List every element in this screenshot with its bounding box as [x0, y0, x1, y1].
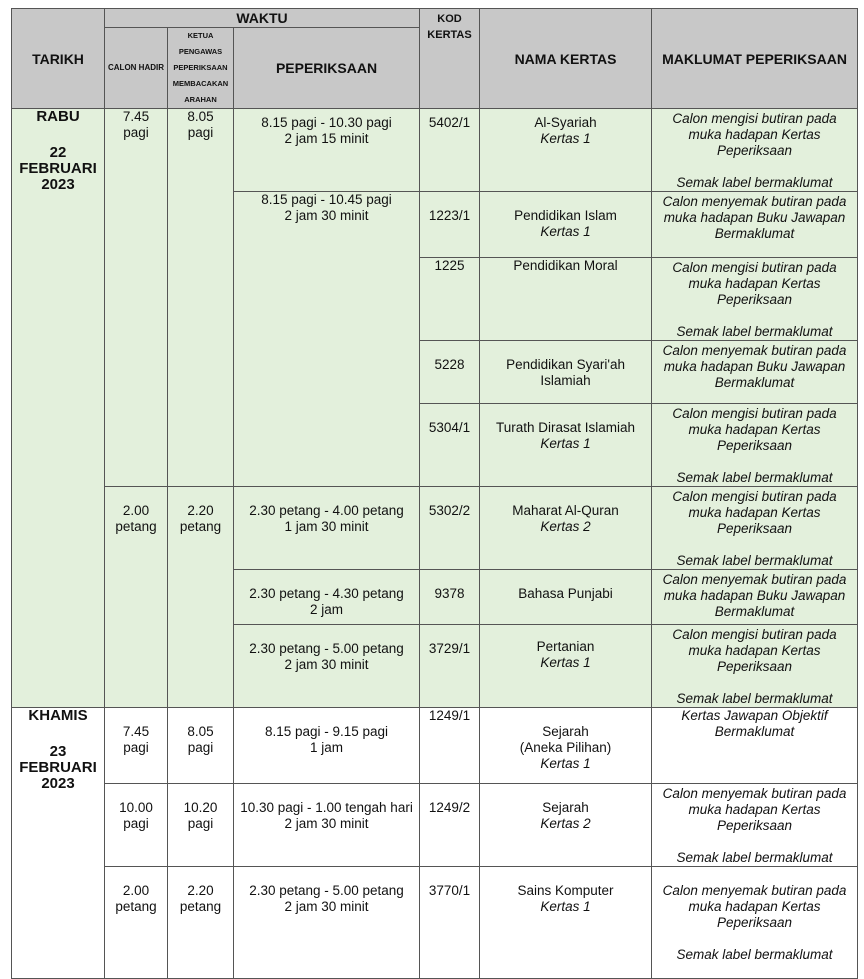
- time-cell: 10.30 pagi - 1.00 tengah hari 2 jam 30 minit: [234, 784, 420, 867]
- nama-cell: Pendidikan Moral: [480, 258, 652, 341]
- nama-cell: Turath Dirasat Islamiah Kertas 1: [480, 404, 652, 487]
- kod-cell: 1225: [420, 258, 480, 341]
- kod-cell: 5304/1: [420, 404, 480, 487]
- nama-cell: Maharat Al-Quran Kertas 2: [480, 487, 652, 570]
- nama-cell: Pertanian Kertas 1: [480, 625, 652, 708]
- kod-cell: 1249/2: [420, 784, 480, 867]
- header-tarikh: TARIKH: [12, 9, 105, 109]
- kod-cell: 5402/1: [420, 109, 480, 192]
- maklumat-cell: Calon menyemak butiran pada muka hadapan Buku Jawapan Bermaklumat: [652, 570, 858, 625]
- table-row: [12, 487, 858, 570]
- header-waktu: WAKTU: [105, 9, 420, 28]
- maklumat-cell: Calon mengisi butiran pada muka hadapan Kertas Peperiksaan Semak label bermaklumat: [652, 487, 858, 570]
- kod-cell: 5228: [420, 341, 480, 404]
- kod-cell: 3770/1: [420, 867, 480, 979]
- date-cell-rabu: RABU 22 FEBRUARI 2023: [12, 109, 105, 708]
- table-row: [12, 109, 858, 192]
- calon-hadir-cell: 2.00 petang: [105, 867, 168, 979]
- header-nama-kertas: NAMA KERTAS: [480, 9, 652, 109]
- calon-hadir-cell: 2.00 petang: [105, 487, 168, 708]
- maklumat-cell: Calon menyemak butiran pada muka hadapan Buku Jawapan Bermaklumat: [652, 192, 858, 258]
- kod-cell: 5302/2: [420, 487, 480, 570]
- time-cell: 8.15 pagi - 10.45 pagi 2 jam 30 minit: [234, 192, 420, 487]
- arahan-cell: 2.20 petang: [168, 487, 234, 708]
- nama-cell: Bahasa Punjabi: [480, 570, 652, 625]
- maklumat-cell: Calon mengisi butiran pada muka hadapan Kertas Peperiksaan Semak label bermaklumat: [652, 258, 858, 341]
- time-cell: 2.30 petang - 5.00 petang 2 jam 30 minit: [234, 625, 420, 708]
- kod-cell: 9378: [420, 570, 480, 625]
- header-peperiksaan: PEPERIKSAAN: [234, 28, 420, 109]
- maklumat-cell: Calon menyemak butiran pada muka hadapan Buku Jawapan Bermaklumat: [652, 341, 858, 404]
- time-cell: 2.30 petang - 4.30 petang 2 jam: [234, 570, 420, 625]
- maklumat-cell: Calon mengisi butiran pada muka hadapan Kertas Peperiksaan Semak label bermaklumat: [652, 109, 858, 192]
- kod-cell: 1223/1: [420, 192, 480, 258]
- table-row: [12, 708, 858, 784]
- calon-hadir-cell: 7.45 pagi: [105, 109, 168, 487]
- maklumat-cell: Calon mengisi butiran pada muka hadapan Kertas Peperiksaan Semak label bermaklumat: [652, 404, 858, 487]
- arahan-cell: 10.20 pagi: [168, 784, 234, 867]
- table-row: [12, 784, 858, 867]
- nama-cell: Pendidikan Syari'ah Islamiah: [480, 341, 652, 404]
- header-maklumat: MAKLUMAT PEPERIKSAAN: [652, 9, 858, 109]
- time-cell: 2.30 petang - 4.00 petang 1 jam 30 minit: [234, 487, 420, 570]
- kod-cell: 3729/1: [420, 625, 480, 708]
- header-kod-kertas: KOD KERTAS: [420, 9, 480, 109]
- time-cell: 2.30 petang - 5.00 petang 2 jam 30 minit: [234, 867, 420, 979]
- time-cell: 8.15 pagi - 9.15 pagi 1 jam: [234, 708, 420, 784]
- arahan-cell: 8.05 pagi: [168, 708, 234, 784]
- date-cell-khamis: KHAMIS 23 FEBRUARI 2023: [12, 708, 105, 979]
- nama-cell: Pendidikan Islam Kertas 1: [480, 192, 652, 258]
- arahan-cell: 2.20 petang: [168, 867, 234, 979]
- header-ketua-pengawas: KETUA PENGAWAS PEPERIKSAAN MEMBACAKAN ARAHAN: [168, 28, 234, 109]
- nama-cell: Sejarah Kertas 2: [480, 784, 652, 867]
- maklumat-cell: Calon mengisi butiran pada muka hadapan Kertas Peperiksaan Semak label bermaklumat: [652, 625, 858, 708]
- maklumat-cell: Kertas Jawapan Objektif Bermaklumat: [652, 708, 858, 784]
- maklumat-cell: Calon menyemak butiran pada muka hadapan Kertas Peperiksaan Semak label bermaklumat: [652, 784, 858, 867]
- nama-cell: Sains Komputer Kertas 1: [480, 867, 652, 979]
- maklumat-cell: Calon menyemak butiran pada muka hadapan Kertas Peperiksaan Semak label bermaklumat: [652, 867, 858, 979]
- nama-cell: Sejarah (Aneka Pilihan) Kertas 1: [480, 708, 652, 784]
- calon-hadir-cell: 7.45 pagi: [105, 708, 168, 784]
- arahan-cell: 8.05 pagi: [168, 109, 234, 487]
- exam-schedule-table: [11, 8, 858, 979]
- header-calon-hadir: CALON HADIR: [105, 28, 168, 109]
- kod-cell: 1249/1: [420, 708, 480, 784]
- calon-hadir-cell: 10.00 pagi: [105, 784, 168, 867]
- time-cell: 8.15 pagi - 10.30 pagi 2 jam 15 minit: [234, 109, 420, 192]
- nama-cell: Al-Syariah Kertas 1: [480, 109, 652, 192]
